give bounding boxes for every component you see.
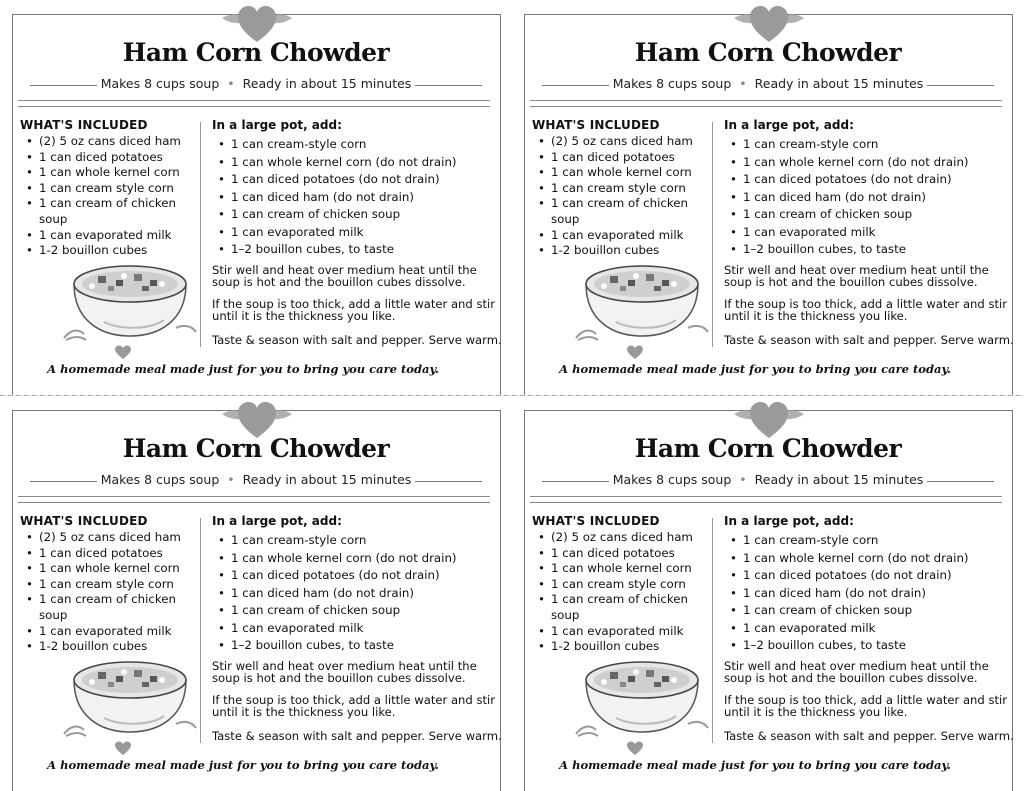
step-item: • 1–2 bouillon cubes, to taste bbox=[730, 637, 1010, 655]
included-item: • 1-2 bouillon cubes bbox=[538, 639, 708, 655]
separator-dot: • bbox=[735, 76, 750, 91]
step-item: • 1 can evaporated milk bbox=[218, 620, 498, 638]
step-item: • 1–2 bouillon cubes, to taste bbox=[730, 241, 1010, 259]
recipe-title: Ham Corn Chowder bbox=[634, 38, 902, 67]
recipe-subtitle-row bbox=[30, 472, 482, 492]
tagline: A homemade meal made just for you to bring you care today. bbox=[559, 758, 951, 772]
recipe-subtitle-row bbox=[30, 76, 482, 96]
recipe-card bbox=[0, 396, 512, 791]
step-item: • 1 can evaporated milk bbox=[730, 620, 1010, 638]
step-item: • 1 can diced potatoes (do not drain) bbox=[218, 171, 498, 189]
recipe-card bbox=[0, 0, 512, 395]
instruction-stir: Stir well and heat over medium heat until the soup is hot and the bouillon cubes dissolve. bbox=[212, 263, 477, 289]
yield-text: Makes 8 cups soup bbox=[609, 472, 736, 487]
steps-heading: In a large pot, add: bbox=[724, 514, 854, 528]
step-item: • 1 can diced ham (do not drain) bbox=[730, 585, 1010, 603]
step-item: • 1 can whole kernel corn (do not drain) bbox=[730, 550, 1010, 568]
included-heading: WHAT'S INCLUDED bbox=[532, 118, 660, 132]
included-item: • 1 can cream style corn bbox=[538, 577, 708, 593]
included-item: • 1 can diced potatoes bbox=[26, 150, 196, 166]
tagline: A homemade meal made just for you to bring you care today. bbox=[559, 362, 951, 376]
yield-text: Makes 8 cups soup bbox=[97, 472, 224, 487]
included-item: • (2) 5 oz cans diced ham bbox=[538, 134, 708, 150]
instruction-season: Taste & season with salt and pepper. Serve warm. bbox=[724, 729, 1014, 743]
instruction-thickness: If the soup is too thick, add a little water and stir until it is the thickness you like. bbox=[724, 693, 1008, 719]
step-item: • 1 can cream of chicken soup bbox=[218, 206, 498, 224]
recipe-subtitle bbox=[542, 76, 994, 91]
instruction-season: Taste & season with salt and pepper. Serve warm. bbox=[212, 729, 502, 743]
steps-list bbox=[218, 136, 498, 259]
step-item: • 1 can cream-style corn bbox=[730, 532, 1010, 550]
included-item: • 1 can diced potatoes bbox=[26, 546, 196, 562]
included-list bbox=[26, 530, 196, 655]
included-item: • 1 can whole kernel corn bbox=[26, 165, 196, 181]
included-item: • 1 can diced potatoes bbox=[538, 150, 708, 166]
included-item: • 1 can evaporated milk bbox=[26, 228, 196, 244]
step-item: • 1–2 bouillon cubes, to taste bbox=[218, 637, 498, 655]
instruction-thickness: If the soup is too thick, add a little water and stir until it is the thickness you like. bbox=[212, 693, 496, 719]
step-item: • 1 can cream-style corn bbox=[730, 136, 1010, 154]
included-heading: WHAT'S INCLUDED bbox=[20, 514, 148, 528]
step-item: • 1–2 bouillon cubes, to taste bbox=[218, 241, 498, 259]
included-item: • 1-2 bouillon cubes bbox=[538, 243, 708, 259]
included-item: • 1 can cream of chicken soup bbox=[26, 592, 196, 623]
instruction-season: Taste & season with salt and pepper. Serve warm. bbox=[212, 333, 502, 347]
recipe-subtitle bbox=[30, 76, 482, 91]
step-item: • 1 can cream-style corn bbox=[218, 136, 498, 154]
recipe-subtitle-row bbox=[542, 472, 994, 492]
soup-bowl-illustration bbox=[60, 250, 200, 346]
yield-text: Makes 8 cups soup bbox=[97, 76, 224, 91]
step-item: • 1 can diced potatoes (do not drain) bbox=[218, 567, 498, 585]
included-item: • (2) 5 oz cans diced ham bbox=[26, 134, 196, 150]
recipe-subtitle-row bbox=[542, 76, 994, 96]
tagline: A homemade meal made just for you to bring you care today. bbox=[47, 362, 439, 376]
steps-list bbox=[730, 136, 1010, 259]
yield-text: Makes 8 cups soup bbox=[609, 76, 736, 91]
separator-dot: • bbox=[223, 472, 238, 487]
heart-icon bbox=[626, 741, 644, 756]
step-item: • 1 can diced ham (do not drain) bbox=[730, 189, 1010, 207]
heart-icon bbox=[114, 741, 132, 756]
step-item: • 1 can whole kernel corn (do not drain) bbox=[218, 550, 498, 568]
included-heading: WHAT'S INCLUDED bbox=[532, 514, 660, 528]
soup-bowl-illustration bbox=[60, 646, 200, 742]
included-list bbox=[26, 134, 196, 259]
soup-bowl-illustration bbox=[572, 250, 712, 346]
step-item: • 1 can cream of chicken soup bbox=[218, 602, 498, 620]
step-item: • 1 can evaporated milk bbox=[218, 224, 498, 242]
recipe-title: Ham Corn Chowder bbox=[122, 38, 390, 67]
step-item: • 1 can diced ham (do not drain) bbox=[218, 189, 498, 207]
recipe-card bbox=[512, 396, 1024, 791]
included-item: • 1-2 bouillon cubes bbox=[26, 639, 196, 655]
step-item: • 1 can cream of chicken soup bbox=[730, 206, 1010, 224]
included-item: • 1 can cream style corn bbox=[26, 577, 196, 593]
included-item: • 1 can cream style corn bbox=[538, 181, 708, 197]
steps-heading: In a large pot, add: bbox=[212, 118, 342, 132]
time-text: Ready in about 15 minutes bbox=[751, 472, 928, 487]
included-item: • 1 can whole kernel corn bbox=[26, 561, 196, 577]
time-text: Ready in about 15 minutes bbox=[239, 76, 416, 91]
step-item: • 1 can diced ham (do not drain) bbox=[218, 585, 498, 603]
instruction-thickness: If the soup is too thick, add a little water and stir until it is the thickness you like. bbox=[724, 297, 1008, 323]
double-rule bbox=[18, 496, 490, 503]
included-item: • 1 can evaporated milk bbox=[538, 624, 708, 640]
recipe-title: Ham Corn Chowder bbox=[122, 434, 390, 463]
included-item: • 1 can whole kernel corn bbox=[538, 165, 708, 181]
double-rule bbox=[18, 100, 490, 107]
instruction-stir: Stir well and heat over medium heat until the soup is hot and the bouillon cubes dissolve. bbox=[724, 659, 989, 685]
included-item: • 1 can whole kernel corn bbox=[538, 561, 708, 577]
step-item: • 1 can whole kernel corn (do not drain) bbox=[218, 154, 498, 172]
included-list bbox=[538, 530, 708, 655]
recipe-title: Ham Corn Chowder bbox=[634, 434, 902, 463]
step-item: • 1 can cream of chicken soup bbox=[730, 602, 1010, 620]
time-text: Ready in about 15 minutes bbox=[239, 472, 416, 487]
recipe-subtitle bbox=[542, 472, 994, 487]
heart-icon bbox=[626, 345, 644, 360]
included-list bbox=[538, 134, 708, 259]
steps-list bbox=[218, 532, 498, 655]
recipe-card bbox=[512, 0, 1024, 395]
included-item: • 1 can cream of chicken soup bbox=[538, 196, 708, 227]
column-divider bbox=[712, 518, 713, 743]
included-item: • 1 can evaporated milk bbox=[26, 624, 196, 640]
step-item: • 1 can evaporated milk bbox=[730, 224, 1010, 242]
tagline: A homemade meal made just for you to bring you care today. bbox=[47, 758, 439, 772]
included-item: • 1 can cream style corn bbox=[26, 181, 196, 197]
step-item: • 1 can diced potatoes (do not drain) bbox=[730, 171, 1010, 189]
steps-heading: In a large pot, add: bbox=[212, 514, 342, 528]
included-heading: WHAT'S INCLUDED bbox=[20, 118, 148, 132]
recipe-subtitle bbox=[30, 472, 482, 487]
soup-bowl-illustration bbox=[572, 646, 712, 742]
instruction-stir: Stir well and heat over medium heat until the soup is hot and the bouillon cubes dissolve. bbox=[212, 659, 477, 685]
included-item: • 1 can evaporated milk bbox=[538, 228, 708, 244]
included-item: • 1-2 bouillon cubes bbox=[26, 243, 196, 259]
included-item: • (2) 5 oz cans diced ham bbox=[538, 530, 708, 546]
included-item: • 1 can cream of chicken soup bbox=[538, 592, 708, 623]
instruction-stir: Stir well and heat over medium heat until the soup is hot and the bouillon cubes dissolve. bbox=[724, 263, 989, 289]
double-rule bbox=[530, 100, 1002, 107]
instruction-thickness: If the soup is too thick, add a little water and stir until it is the thickness you like. bbox=[212, 297, 496, 323]
time-text: Ready in about 15 minutes bbox=[751, 76, 928, 91]
separator-dot: • bbox=[223, 76, 238, 91]
included-item: • (2) 5 oz cans diced ham bbox=[26, 530, 196, 546]
step-item: • 1 can diced potatoes (do not drain) bbox=[730, 567, 1010, 585]
heart-icon bbox=[114, 345, 132, 360]
instruction-season: Taste & season with salt and pepper. Serve warm. bbox=[724, 333, 1014, 347]
step-item: • 1 can whole kernel corn (do not drain) bbox=[730, 154, 1010, 172]
steps-heading: In a large pot, add: bbox=[724, 118, 854, 132]
separator-dot: • bbox=[735, 472, 750, 487]
column-divider bbox=[712, 122, 713, 347]
column-divider bbox=[200, 122, 201, 347]
step-item: • 1 can cream-style corn bbox=[218, 532, 498, 550]
steps-list bbox=[730, 532, 1010, 655]
column-divider bbox=[200, 518, 201, 743]
double-rule bbox=[530, 496, 1002, 503]
included-item: • 1 can diced potatoes bbox=[538, 546, 708, 562]
included-item: • 1 can cream of chicken soup bbox=[26, 196, 196, 227]
